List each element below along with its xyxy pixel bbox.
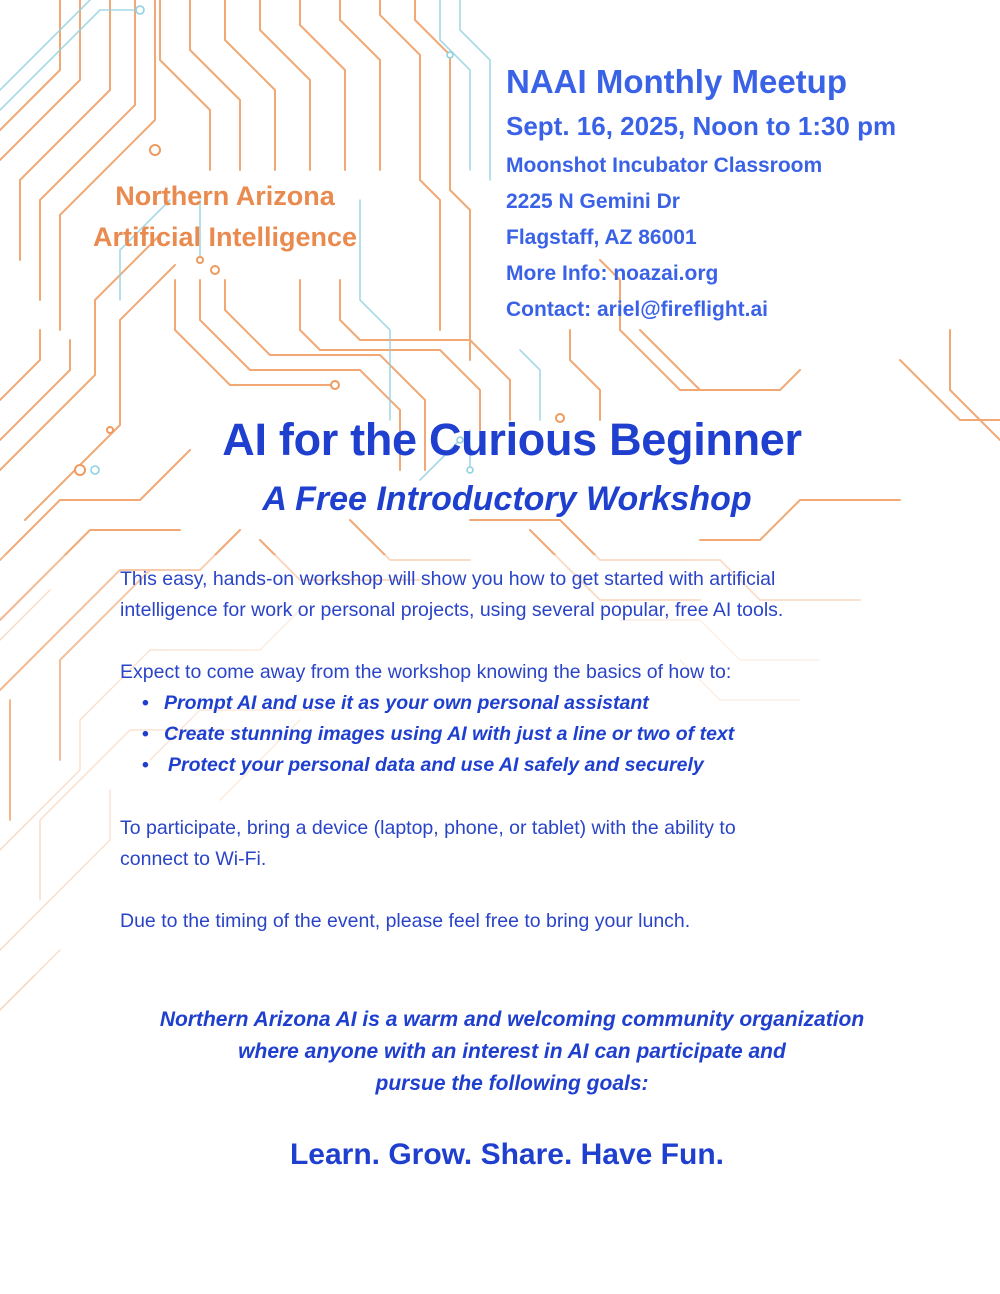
tagline: Learn. Grow. Share. Have Fun. [289,1138,724,1171]
expect-section [120,657,940,781]
meetup-date: Sept. 16, 2025, Noon to 1:30 pm [506,111,897,141]
community-line-2: where anyone with an interest in AI can participate and [238,1040,786,1063]
org-name-line1: Northern Arizona [115,181,335,211]
meetup-info [506,62,896,328]
list-item: • Create stunning images using AI with just a line or two of text [138,719,940,750]
meetup-city: Flagstaff, AZ 86001 [506,226,697,249]
community-line-3: pursue the following goals: [375,1072,649,1095]
list-item: • Prompt AI and use it as your own personal assistant [138,688,940,719]
community-statement [0,1004,1000,1100]
meetup-info-link: More Info: noazai.org [506,262,719,285]
workshop-subtitle: A Free Introductory Workshop [262,480,752,518]
goals-list [120,688,940,781]
intro-line-2: intelligence for work or personal projects, using several popular, free AI tools. [120,599,784,621]
list-item: • Protect your personal data and use AI safely and securely [138,750,940,781]
community-line-1: Northern Arizona AI is a warm and welcoming community organization [159,1008,865,1031]
workshop-title: AI for the Curious Beginner [222,414,802,465]
intro-paragraph [120,564,940,626]
meetup-contact: Contact: ariel@fireflight.ai [506,298,769,321]
lunch-note: Due to the timing of the event, please feel free to bring your lunch. [120,910,691,932]
participate-line-2: connect to Wi-Fi. [120,848,267,870]
meetup-street: 2225 N Gemini Dr [506,190,680,213]
meetup-venue: Moonshot Incubator Classroom [506,154,823,177]
org-logo-text [40,176,410,258]
expect-intro: Expect to come away from the workshop knowing the basics of how to: [120,661,732,683]
participate-line-1: To participate, bring a device (laptop, phone, or tablet) with the ability to [120,817,736,839]
meetup-title: NAAI Monthly Meetup [506,63,847,100]
intro-line-1: This easy, hands-on workshop will show you how to get started with artificial [120,568,776,590]
org-name-line2: Artificial Intelligence [92,222,358,252]
participate-paragraph [120,813,940,875]
